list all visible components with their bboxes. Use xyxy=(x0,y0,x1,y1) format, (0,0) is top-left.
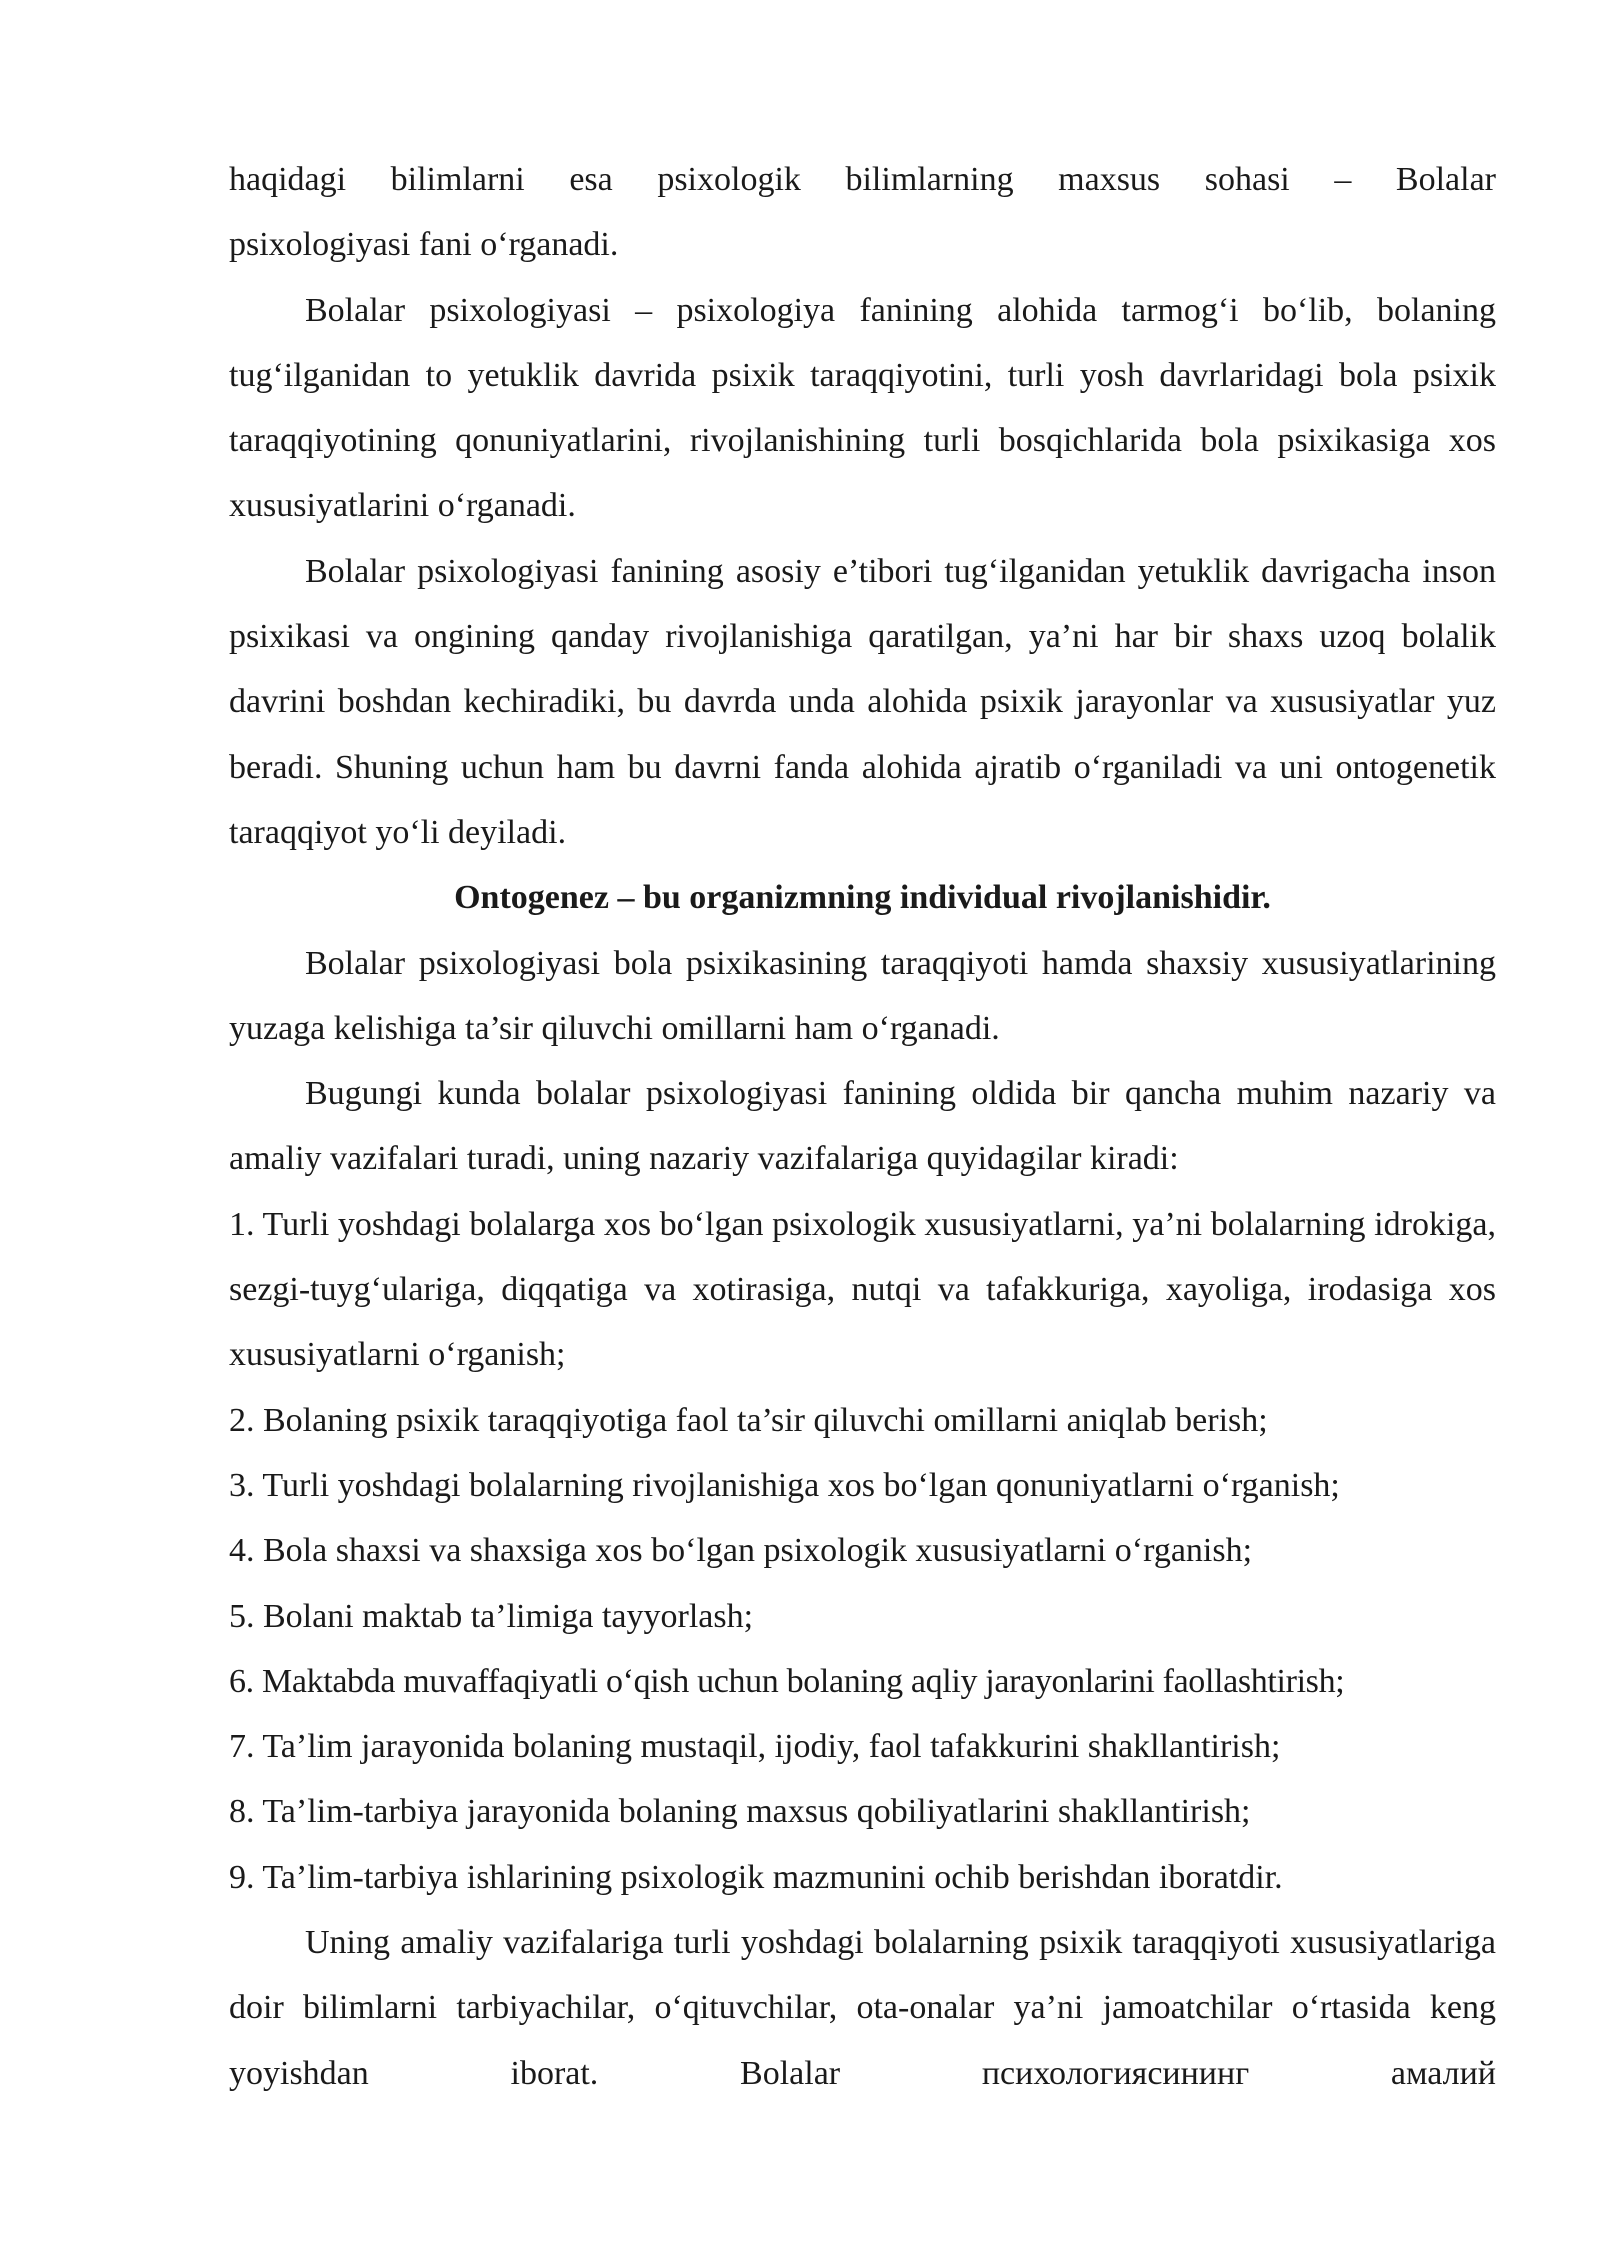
paragraph-tasks-intro: Bugungi kunda bolalar psixologiyasi fanining oldida bir qancha muhim nazariy va amaliy vazifalari turadi, uning nazariy vazifalariga quyidagilar kiradi: xyxy=(229,1075,1496,1178)
list-item-9: 9. Ta’lim-tarbiya ishlarining psixologik mazmunini ochib berishdan iboratdir. xyxy=(229,1858,1283,1896)
list-item-8: 8. Ta’lim-tarbiya jarayonida bolaning maxsus qobiliyatlarini shakllantirish; xyxy=(229,1793,1251,1831)
paragraph-continuation-end: psixologiyasi fani o‘rganadi. xyxy=(229,226,619,264)
paragraph-definition: Bolalar psixologiyasi – psixologiya fanining alohida tarmog‘i bo‘lib, bolaning tug‘ilganidan to yetuklik davrida psixik taraqqiyotini, turli yosh davrlaridagi bola psixik taraqqiyotining qonuniyatlarini, rivojlanishining turli bosqichlarida bola psixikasiga xos xususiyatlarini o‘rganadi. xyxy=(229,291,1496,525)
list-item-6: 6. Maktabda muvaffaqiyatli o‘qish uchun bolaning aqliy jarayonlarini faollashtirish; xyxy=(229,1662,1345,1700)
list-item-1: 1. Turli yoshdagi bolalarga xos bo‘lgan psixologik xususiyatlarni, ya’ni bolalarning idrokiga, sezgi-tuyg‘ulariga, diqqatiga va xotirasiga, nutqi va tafakkuriga, xayoliga, irodasiga xos xususiyatlarni o‘rganish; xyxy=(229,1205,1496,1374)
paragraph-focus: Bolalar psixologiyasi fanining asosiy e’tibori tug‘ilganidan yetuklik davrigacha inson psixikasi va ongining qanday rivojlanishiga qaratilgan, ya’ni har bir shaxs uzoq bolalik davrini boshdan kechiradiki, bu davrda unda alohida psixik jarayonlar va xususiyatlar yuz beradi. Shuning uchun ham bu davrni fanda alohida ajratib o‘rganiladi va uni ontogenetik taraqqiyot yo‘li deyiladi. xyxy=(229,552,1496,851)
paragraph-practical: Uning amaliy vazifalariga turli yoshdagi bolalarning psixik taraqqiyoti xususiyatlariga doir bilimlarni tarbiyachilar, o‘qituvchilar, ota-onalar ya’ni jamoatchilar o‘rtasida keng yoyishdan iborat. Bolalar психологиясининг амалий xyxy=(229,1924,1496,2092)
list-item-2: 2. Bolaning psixik taraqqiyotiga faol ta’sir qiluvchi omillarni aniqlab berish; xyxy=(229,1401,1268,1439)
paragraph-continuation: haqidagi bilimlarni esa psixologik bilimlarning maxsus sohasi – Bolalar xyxy=(229,161,1496,198)
list-item-5: 5. Bolani maktab ta’limiga tayyorlash; xyxy=(229,1597,754,1635)
paragraph-factors: Bolalar psixologiyasi bola psixikasining taraqqiyoti hamda shaxsiy xususiyatlarining yuzaga kelishiga ta’sir qiluvchi omillarni ham o‘rganadi. xyxy=(229,944,1496,1047)
section-heading: Ontogenez – bu organizmning individual rivojlanishidir. xyxy=(454,879,1271,917)
list-item-4: 4. Bola shaxsi va shaxsiga xos bo‘lgan psixologik xususiyatlarni o‘rganish; xyxy=(229,1532,1253,1570)
list-item-7: 7. Ta’lim jarayonida bolaning mustaqil, ijodiy, faol tafakkurini shakllantirish; xyxy=(229,1728,1281,1766)
list-item-3: 3. Turli yoshdagi bolalarning rivojlanishiga xos bo‘lgan qonuniyatlarni o‘rganish; xyxy=(229,1466,1340,1504)
